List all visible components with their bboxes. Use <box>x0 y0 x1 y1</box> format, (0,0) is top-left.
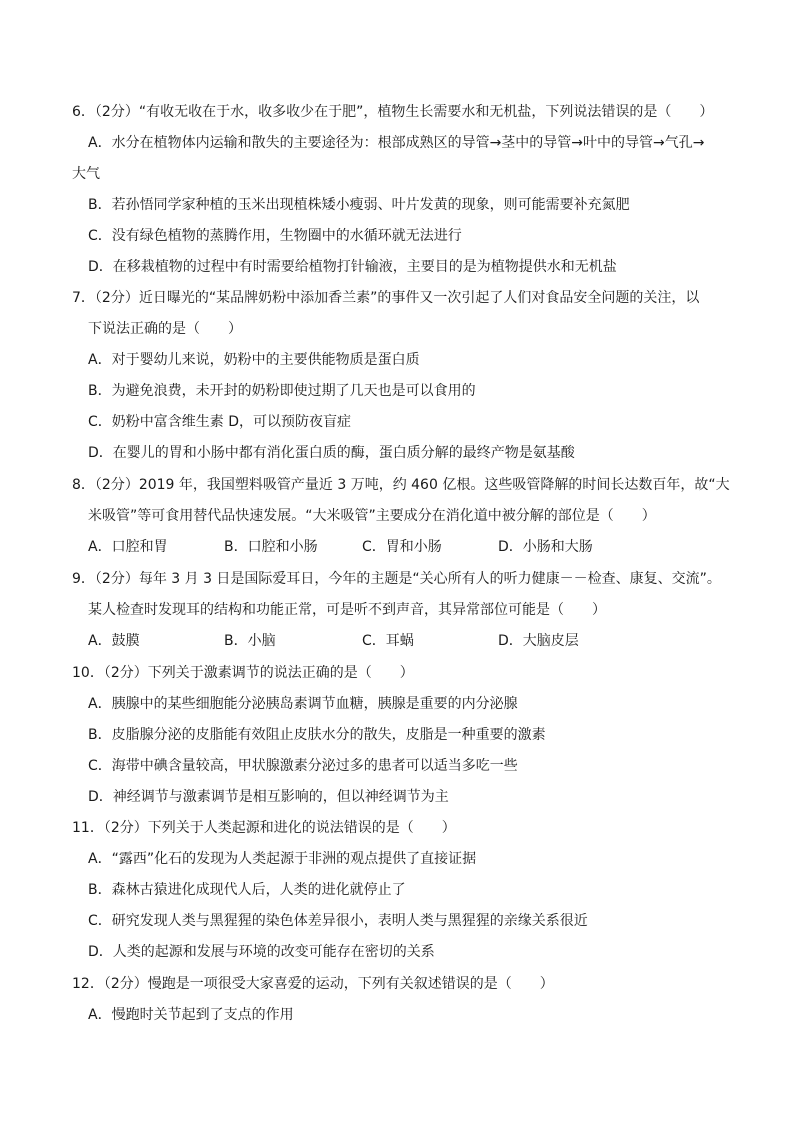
question-stem-continued: 某人检查时发现耳的结构和功能正常，可是听不到声音，其异常部位可能是（ ） <box>88 602 606 618</box>
option-a-continued: 大气 <box>72 166 100 182</box>
question-9 <box>72 564 722 657</box>
question-12 <box>72 969 722 1031</box>
inline-options <box>72 626 722 657</box>
option-a: A．慢跑时关节起到了支点的作用 <box>88 1007 294 1023</box>
option-d: D．大脑皮层 <box>498 633 579 649</box>
question-stem-continued: 米吸管”等可食用替代品快速发展。“大米吸管”主要成分在消化道中被分解的部位是（ ） <box>88 508 656 524</box>
option-b: B．口腔和小肠 <box>224 539 318 555</box>
question-10 <box>72 658 722 813</box>
option-a: A．对于婴幼儿来说，奶粉中的主要供能物质是蛋白质 <box>88 352 420 368</box>
option-c: C．胃和小肠 <box>362 539 442 555</box>
question-stem: 10．（2分）下列关于激素调节的说法正确的是（ ） <box>72 665 414 681</box>
option-a: A．鼓膜 <box>88 633 140 649</box>
option-d: D．在移栽植物的过程中有时需要给植物打针输液，主要目的是为植物提供水和无机盐 <box>88 259 617 275</box>
option-a: A．口腔和胃 <box>88 539 168 555</box>
option-a: A．胰腺中的某些细胞能分泌胰岛素调节血糖，胰腺是重要的内分泌腺 <box>88 696 518 712</box>
option-d: D．在婴儿的胃和小肠中都有消化蛋白质的酶，蛋白质分解的最终产物是氨基酸 <box>88 445 575 461</box>
option-c: C．海带中碘含量较高，甲状腺激素分泌过多的患者可以适当多吃一些 <box>88 758 518 774</box>
question-stem: 6．（2分）“有收无收在于水，收多收少在于肥”，植物生长需要水和无机盐，下列说法错误的是（ ） <box>72 104 714 120</box>
question-7 <box>72 283 722 469</box>
option-b: B．皮脂腺分泌的皮脂能有效阻止皮肤水分的散失，皮脂是一种重要的激素 <box>88 727 546 743</box>
option-b: B．为避免浪费，未开封的奶粉即使过期了几天也是可以食用的 <box>88 383 476 399</box>
option-c: C．研究发现人类与黑猩猩的染色体差异很小，表明人类与黑猩猩的亲缘关系很近 <box>88 913 588 929</box>
option-a: A．水分在植物体内运输和散失的主要途径为：根部成熟区的导管→茎中的导管→叶中的导管→气孔→ <box>88 135 705 151</box>
option-b: B．若孙悟同学家种植的玉米出现植株矮小瘦弱、叶片发黄的现象，则可能需要补充氮肥 <box>88 197 630 213</box>
question-stem: 8．（2分）2019 年，我国塑料吸管产量近 3 万吨，约 460 亿根。这些吸管降解的时间长达数百年，故“大 <box>72 477 730 493</box>
question-stem-continued: 下说法正确的是（ ） <box>88 321 242 337</box>
option-b: B．小脑 <box>224 633 276 649</box>
option-c: C．奶粉中富含维生素 D，可以预防夜盲症 <box>88 414 352 430</box>
question-stem: 11．（2分）下列关于人类起源和进化的说法错误的是（ ） <box>72 820 456 836</box>
option-c: C．没有绿色植物的蒸腾作用，生物圈中的水循环就无法进行 <box>88 228 462 244</box>
option-d: D．小肠和大肠 <box>498 539 593 555</box>
option-a: A．“露西”化石的发现为人类起源于非洲的观点提供了直接证据 <box>88 851 477 867</box>
option-d: D．人类的起源和发展与环境的改变可能存在密切的关系 <box>88 944 435 960</box>
question-8 <box>72 470 730 563</box>
option-c: C．耳蜗 <box>362 633 414 649</box>
option-b: B．森林古猿进化成现代人后，人类的进化就停止了 <box>88 882 406 898</box>
question-stem: 7．（2分）近日曝光的“某品牌奶粉中添加香兰素”的事件又一次引起了人们对食品安全问题的关注，以 <box>72 290 700 306</box>
question-11 <box>72 813 722 968</box>
question-stem: 12．（2分）慢跑是一项很受大家喜爱的运动，下列有关叙述错误的是（ ） <box>72 976 554 992</box>
question-stem: 9．（2分）每年 3 月 3 日是国际爱耳日，今年的主题是“关心所有人的听力健康－－检查、康复、交流”。 <box>72 571 721 587</box>
option-d: D．神经调节与激素调节是相互影响的，但以神经调节为主 <box>88 789 449 805</box>
inline-options <box>72 532 722 563</box>
question-6 <box>72 97 722 283</box>
